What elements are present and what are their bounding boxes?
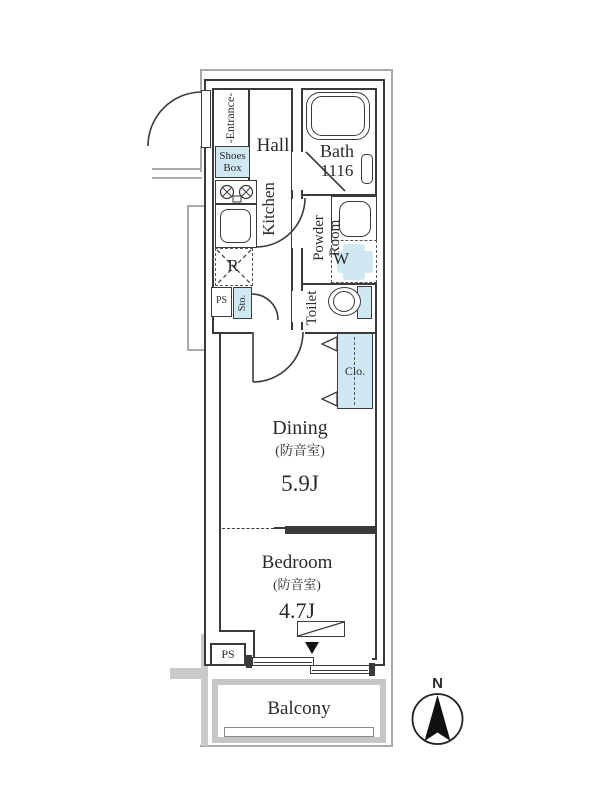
closet-door-arrow [322, 392, 337, 406]
closet-label: Clo. [344, 363, 366, 378]
room-label-dining: Dining [272, 416, 328, 439]
powder-label-line2: Room [327, 219, 343, 257]
room-label-toilet: Toilet [303, 290, 320, 326]
storage-label: Sto. [237, 294, 249, 312]
toilet-door-arc [252, 294, 278, 320]
shoes-box-label [215, 147, 250, 178]
compass-north-label: N [432, 674, 443, 692]
room-label-bath: Bath [320, 141, 354, 162]
refrigerator-label: R [227, 256, 239, 276]
bath-size-label: 1116 [320, 160, 354, 180]
closet-door-arrow [322, 337, 337, 351]
washer-label: W [332, 249, 350, 269]
powder-label-line1: Powder [310, 215, 327, 261]
room-label-bedroom: Bedroom [261, 551, 333, 573]
room-label-kitchen: Kitchen [258, 182, 278, 236]
room-label-hall: Hall [256, 135, 290, 157]
dining-door-arc [253, 332, 303, 382]
shoes-box-label-line1: Shoes [219, 149, 246, 162]
room-label-powder [310, 194, 344, 282]
dining-size-label: 5.9J [281, 470, 319, 496]
counter-diagonal [298, 622, 344, 636]
room-label-balcony: Balcony [267, 697, 331, 719]
pipe-space-lower-label: PS [221, 647, 235, 662]
entrance-door-arc [148, 92, 202, 146]
room-label-entrance: -Entrance- [223, 92, 238, 144]
pipe-space-upper-label: PS [215, 295, 228, 307]
compass-needle [425, 695, 451, 741]
shoes-box-label-line2: Box [223, 161, 242, 174]
orientation-triangle [305, 642, 319, 654]
stove-grate [233, 196, 241, 202]
dining-note-label: (防音室) [275, 442, 325, 458]
bedroom-note-label: (防音室) [273, 577, 321, 593]
bedroom-size-label: 4.7J [278, 597, 316, 623]
